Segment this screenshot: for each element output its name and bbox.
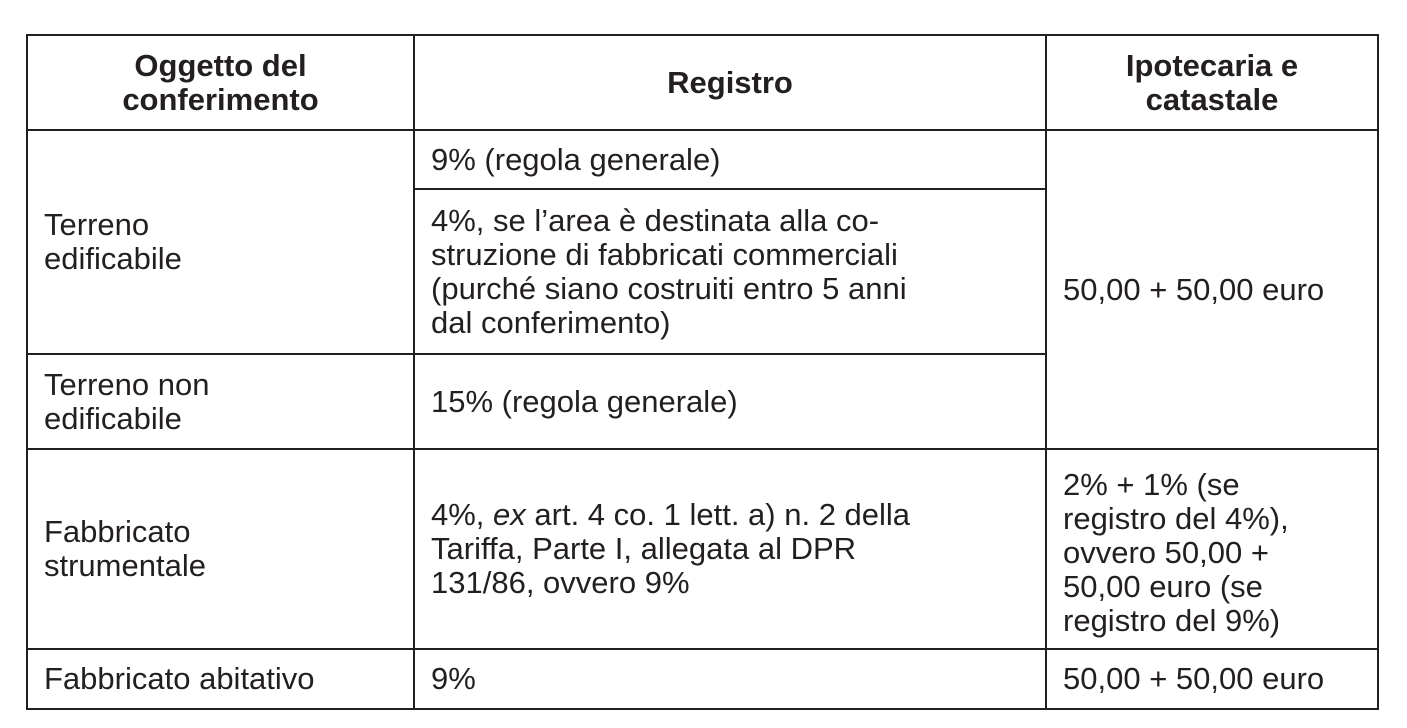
registro-prefix: 4%, xyxy=(431,497,494,532)
registro-ex-italic: ex xyxy=(493,497,526,532)
header-ipotecaria-line-1: Ipotecaria e xyxy=(1125,47,1299,83)
registro-line-1-rest: art. 4 co. 1 lett. a) n. 2 della xyxy=(525,497,911,532)
header-ipotecaria xyxy=(1046,35,1378,130)
cell-ipotecaria-fabbricato-strumentale xyxy=(1046,449,1378,649)
cell-registro-terreno-edificabile-commerciali xyxy=(414,189,1046,354)
registro-line-2: struzione di fabbricati commerciali xyxy=(431,236,898,272)
registro-line-3: 131/86, ovvero 9% xyxy=(431,565,690,600)
cell-registro-fabbricato-strumentale xyxy=(414,449,1046,649)
tax-rates-table xyxy=(26,34,1379,710)
ipotecaria-line-4: 50,00 euro (se xyxy=(1063,569,1263,604)
ipotecaria-line-2: registro del 4%), xyxy=(1063,501,1289,536)
table-row xyxy=(27,649,1378,709)
cell-oggetto-fabbricato-strumentale xyxy=(27,449,414,649)
cell-registro-terreno-non-edificabile: 15% (regola generale) xyxy=(414,354,1046,449)
table-row xyxy=(27,449,1378,649)
ipotecaria-line-3: ovvero 50,00 + xyxy=(1063,535,1269,570)
oggetto-line-2: edificabile xyxy=(44,241,182,276)
registro-line-4: dal conferimento) xyxy=(431,304,671,340)
ipotecaria-line-5: registro del 9%) xyxy=(1063,603,1281,638)
header-oggetto xyxy=(27,35,414,130)
ipotecaria-line-1: 2% + 1% (se xyxy=(1063,467,1240,502)
oggetto-line-1: Fabbricato xyxy=(44,514,191,549)
oggetto-line-1: Terreno xyxy=(44,207,150,242)
table-row xyxy=(27,130,1378,189)
header-registro: Registro xyxy=(414,35,1046,130)
registro-line-1 xyxy=(431,498,1029,532)
cell-ipotecaria-fabbricato-abitativo: 50,00 + 50,00 euro xyxy=(1046,649,1378,709)
cell-oggetto-terreno-edificabile xyxy=(27,130,414,354)
cell-ipotecaria-terreni: 50,00 + 50,00 euro xyxy=(1046,130,1378,449)
header-row xyxy=(27,35,1378,130)
oggetto-line-2: edificabile xyxy=(44,400,182,436)
oggetto-line-1: Terreno non xyxy=(44,366,210,402)
header-oggetto-line-2: conferimento xyxy=(122,81,319,117)
cell-oggetto-fabbricato-abitativo: Fabbricato abitativo xyxy=(27,649,414,709)
registro-line-2: Tariffa, Parte I, allegata al DPR xyxy=(431,531,857,566)
oggetto-line-2: strumentale xyxy=(44,548,206,583)
header-oggetto-line-1: Oggetto del xyxy=(134,47,307,83)
cell-oggetto-terreno-non-edificabile xyxy=(27,354,414,449)
registro-line-3: (purché siano costruiti entro 5 anni xyxy=(431,270,907,306)
header-ipotecaria-line-2: catastale xyxy=(1145,81,1279,117)
registro-line-1: 4%, se l’area è destinata alla co- xyxy=(431,202,880,238)
cell-registro-fabbricato-abitativo: 9% xyxy=(414,649,1046,709)
cell-registro-terreno-edificabile-generale: 9% (regola generale) xyxy=(414,130,1046,189)
